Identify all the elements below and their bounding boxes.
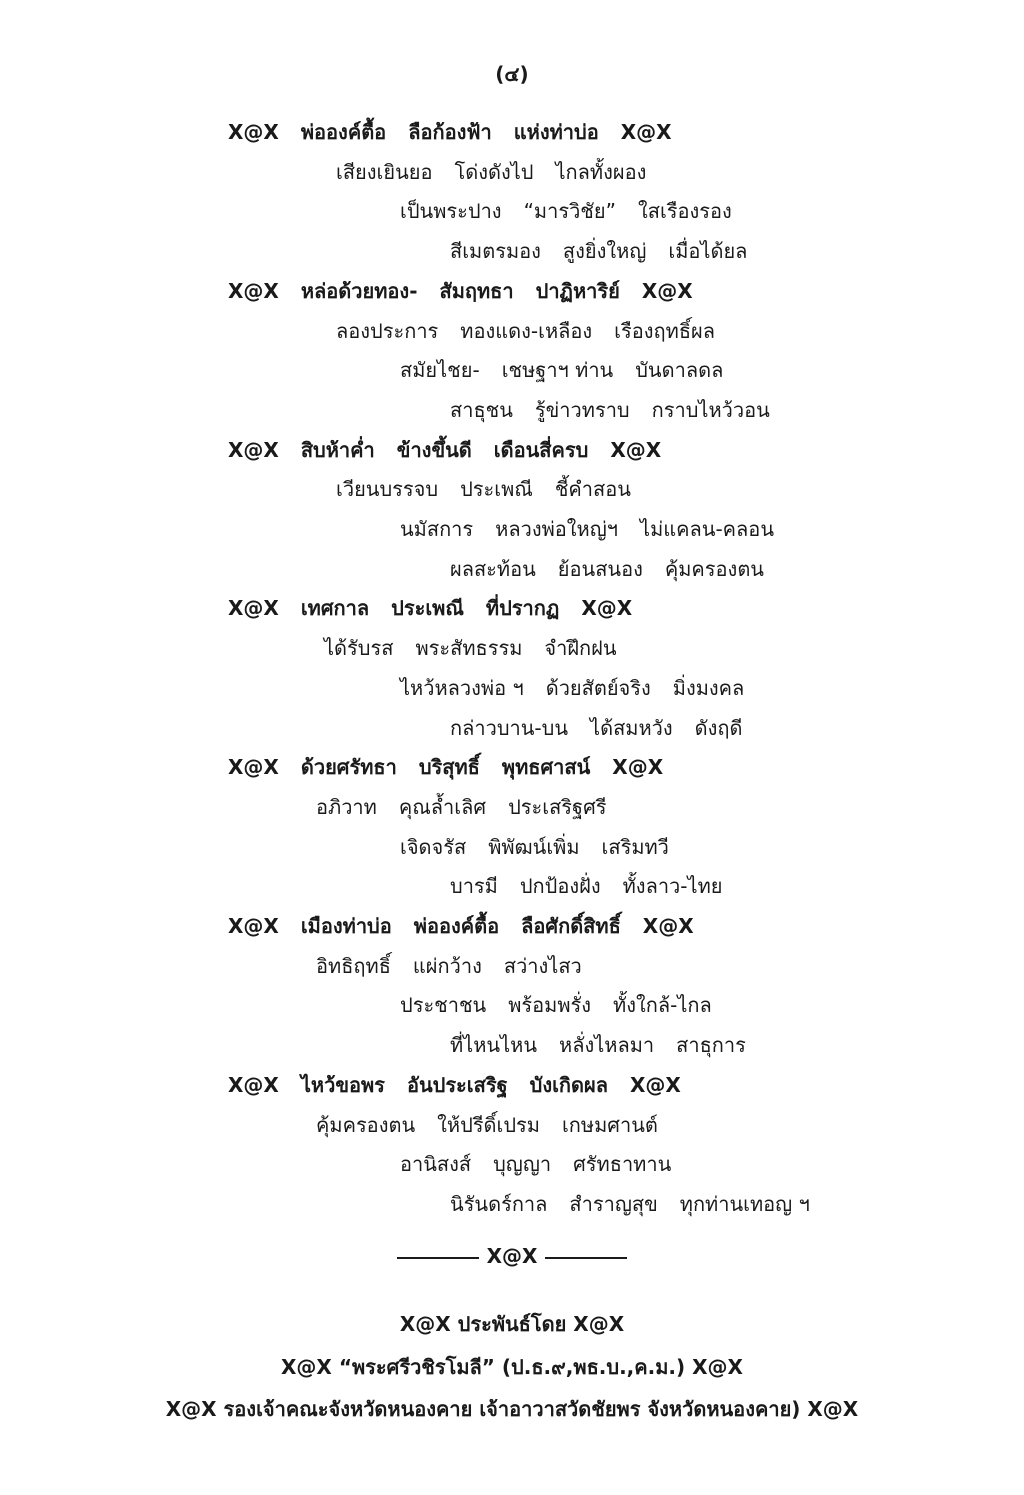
verse-phrase: ด้วยสัตย์จริง: [545, 675, 651, 700]
stanza-5-line-1: [316, 793, 607, 821]
verse-phrase: พร้อมพรั่ง: [508, 993, 592, 1018]
divider-rule-right: [545, 1257, 627, 1259]
verse-phrase: ประชาชน: [400, 993, 487, 1018]
verse-phrase: กราบไหว้วอน: [651, 397, 770, 422]
verse-phrase: พ่อองค์ตื้อ: [300, 120, 387, 144]
verse-phrase: X@X: [228, 755, 279, 780]
divider-mark: X@X: [486, 1244, 538, 1268]
verse-phrase: ประเพณี: [391, 596, 464, 621]
stanza-5-line-2: [400, 833, 669, 861]
verse-phrase: สูงยิ่งใหญ่: [562, 239, 647, 264]
verse-phrase: สัมฤทธา: [439, 278, 514, 303]
verse-phrase: ทั้งลาว-ไทย: [622, 874, 723, 899]
verse-phrase: กล่าวบาน-บน: [450, 715, 569, 740]
verse-phrase: ได้สมหวัง: [590, 715, 673, 740]
verse-phrase: ทั้งใกล้-ไกล: [613, 993, 712, 1018]
verse-phrase: ปกป้องฝั่ง: [519, 874, 601, 899]
verse-phrase: ทองแดง-เหลือง: [460, 318, 593, 343]
verse-phrase: เป็นพระปาง: [400, 199, 502, 224]
verse-phrase: บารมี: [450, 874, 498, 899]
stanza-2-head: [228, 277, 693, 305]
verse-phrase: เกษมศานต์: [561, 1112, 658, 1137]
verse-phrase: X@X: [228, 278, 279, 303]
verse-phrase: จำฝึกฝน: [544, 636, 617, 661]
verse-phrase: X@X: [642, 914, 694, 938]
verse-phrase: ชี้คำสอน: [554, 477, 631, 502]
verse-phrase: พ่อองค์ตื้อ: [413, 914, 500, 938]
verse-phrase: สว่างไสว: [503, 953, 582, 978]
verse-phrase: X@X: [228, 596, 279, 621]
verse-phrase: เสียงเยินยอ: [336, 159, 433, 184]
stanza-1-head: [228, 118, 672, 146]
verse-phrase: บุญญา: [493, 1152, 552, 1177]
verse-phrase: ปาฏิหาริย์: [535, 278, 620, 303]
stanza-7-line-3: [450, 1190, 810, 1218]
verse-phrase: อานิสงส์: [400, 1152, 472, 1177]
verse-phrase: ผลสะท้อน: [450, 556, 536, 581]
verse-phrase: บริสุทธิ์: [418, 755, 480, 780]
verse-phrase: พิพัฒน์เพิ่ม: [488, 834, 580, 859]
verse-phrase: X@X: [610, 437, 662, 462]
stanza-3-line-1: [336, 475, 631, 503]
verse-phrase: X@X: [612, 755, 664, 780]
stanza-1-line-2: [400, 197, 732, 225]
page-number: (๔): [495, 62, 529, 86]
verse-phrase: X@X: [228, 120, 279, 144]
verse-phrase: อภิวาท: [316, 794, 377, 819]
verse-phrase: สมัยไชย-: [400, 358, 480, 383]
author-credit-line-3: X@X รองเจ้าคณะจังหวัดหนองคาย เจ้าอาวาสวัดชัยพร จังหวัดหนองคาย) X@X: [165, 1397, 859, 1421]
verse-phrase: ดังฤดี: [694, 715, 743, 740]
author-credit-line-1: X@X ประพันธ์โดย X@X: [399, 1312, 625, 1336]
stanza-2-line-2: [400, 356, 723, 384]
verse-phrase: สำราญสุข: [569, 1191, 658, 1216]
verse-phrase: เชษฐาฯ ท่าน: [501, 358, 614, 383]
divider-rule-left: [397, 1257, 479, 1259]
stanza-2-line-1: [336, 317, 715, 345]
verse-phrase: ลือก้องฟ้า: [408, 120, 492, 144]
verse-phrase: แผ่กว้าง: [412, 953, 482, 978]
stanza-3-line-2: [400, 515, 774, 543]
verse-phrase: ข้างขึ้นดี: [396, 437, 472, 462]
verse-phrase: คุ้มครองตน: [664, 556, 764, 581]
verse-phrase: แห่งท่าบ่อ: [513, 120, 599, 144]
verse-phrase: สิบห้าค่ำ: [300, 437, 375, 462]
verse-phrase: อิทธิฤทธิ์: [316, 953, 391, 978]
verse-phrase: สาธุการ: [676, 1033, 746, 1058]
verse-phrase: X@X: [228, 437, 279, 462]
verse-phrase: X@X: [228, 914, 279, 938]
section-divider: [0, 1244, 1024, 1268]
verse-phrase: X@X: [620, 120, 672, 144]
verse-phrase: เมืองท่าบ่อ: [300, 914, 392, 938]
verse-phrase: หล่อด้วยทอง-: [300, 278, 418, 303]
stanza-2-line-3: [450, 396, 770, 424]
stanza-1-line-3: [450, 237, 747, 265]
verse-phrase: ย้อนสนอง: [557, 556, 643, 581]
verse-phrase: ได้รับรส: [324, 636, 394, 661]
verse-phrase: เสริมทวี: [601, 834, 669, 859]
stanza-5-line-3: [450, 872, 722, 900]
stanza-3-line-3: [450, 555, 764, 583]
verse-phrase: เทศกาล: [300, 596, 370, 621]
verse-phrase: ที่ไหนไหน: [450, 1033, 538, 1058]
verse-phrase: X@X: [228, 1072, 279, 1097]
verse-phrase: X@X: [630, 1072, 681, 1097]
verse-phrase: หลวงพ่อใหญ่ฯ: [495, 517, 619, 541]
verse-phrase: หลั่งไหลมา: [559, 1033, 655, 1058]
verse-phrase: มิ่งมงคล: [672, 675, 745, 700]
verse-phrase: ไกลทั้งผอง: [555, 159, 647, 184]
verse-phrase: ที่ปรากฏ: [485, 596, 560, 621]
verse-phrase: คุณล้ำเลิศ: [398, 794, 487, 819]
verse-phrase: อันประเสริฐ: [406, 1072, 508, 1097]
verse-phrase: ใสเรืองรอง: [637, 199, 732, 224]
verse-phrase: นมัสการ: [400, 517, 474, 541]
stanza-7-line-2: [400, 1150, 671, 1178]
stanza-4-head: [228, 594, 632, 622]
stanza-7-line-1: [316, 1111, 658, 1139]
stanza-4-line-1: [324, 634, 617, 662]
verse-phrase: สีเมตรมอง: [450, 239, 541, 264]
verse-phrase: โด่งดังไป: [454, 159, 534, 184]
verse-phrase: ไม่แคลน-คลอน: [640, 517, 774, 541]
verse-phrase: X@X: [581, 596, 633, 621]
stanza-1-line-1: [336, 158, 646, 186]
stanza-6-line-3: [450, 1031, 746, 1059]
stanza-3-head: [228, 436, 661, 464]
verse-phrase: เมื่อได้ยล: [668, 239, 748, 264]
verse-phrase: พุทธศาสน์: [501, 755, 591, 780]
verse-phrase: ศรัทธาทาน: [573, 1152, 672, 1177]
verse-phrase: เรืองฤทธิ์ผล: [614, 318, 716, 343]
verse-phrase: เดือนสี่ครบ: [493, 437, 589, 462]
verse-phrase: ประเพณี: [460, 477, 533, 502]
verse-phrase: สาธุชน: [450, 397, 513, 422]
verse-phrase: X@X: [641, 278, 693, 303]
verse-phrase: บันดาลดล: [635, 358, 724, 383]
verse-phrase: เจิดจรัส: [400, 834, 467, 859]
verse-phrase: นิรันดร์กาล: [450, 1191, 548, 1216]
verse-phrase: “มารวิชัย”: [523, 199, 616, 224]
verse-phrase: คุ้มครองตน: [316, 1112, 416, 1137]
verse-phrase: เวียนบรรจบ: [336, 477, 439, 502]
verse-phrase: ด้วยศรัทธา: [300, 755, 397, 780]
verse-phrase: ลองประการ: [336, 318, 439, 343]
verse-phrase: บังเกิดผล: [529, 1072, 608, 1097]
verse-phrase: รู้ข่าวทราบ: [534, 397, 630, 422]
stanza-5-head: [228, 753, 663, 781]
stanza-7-head: [228, 1071, 681, 1099]
verse-phrase: ให้ปรีดิ์เปรม: [437, 1112, 540, 1137]
verse-phrase: ทุกท่านเทอญ ฯ: [679, 1191, 810, 1216]
stanza-6-line-2: [400, 991, 712, 1019]
verse-phrase: ลือศักดิ์สิทธิ์: [521, 914, 621, 938]
author-credit-line-2: X@X “พระศรีวชิรโมลี” (ป.ธ.๙,พธ.บ.,ค.ม.) X@X: [281, 1355, 743, 1379]
verse-phrase: ไหว้หลวงพ่อ ฯ: [400, 675, 524, 700]
stanza-6-head: [228, 912, 694, 940]
verse-phrase: ไหว้ขอพร: [300, 1072, 385, 1097]
stanza-4-line-3: [450, 714, 743, 742]
stanza-4-line-2: [400, 674, 744, 702]
verse-phrase: พระสัทธรรม: [415, 636, 523, 661]
stanza-6-line-1: [316, 952, 582, 980]
verse-phrase: ประเสริฐศรี: [508, 794, 607, 819]
